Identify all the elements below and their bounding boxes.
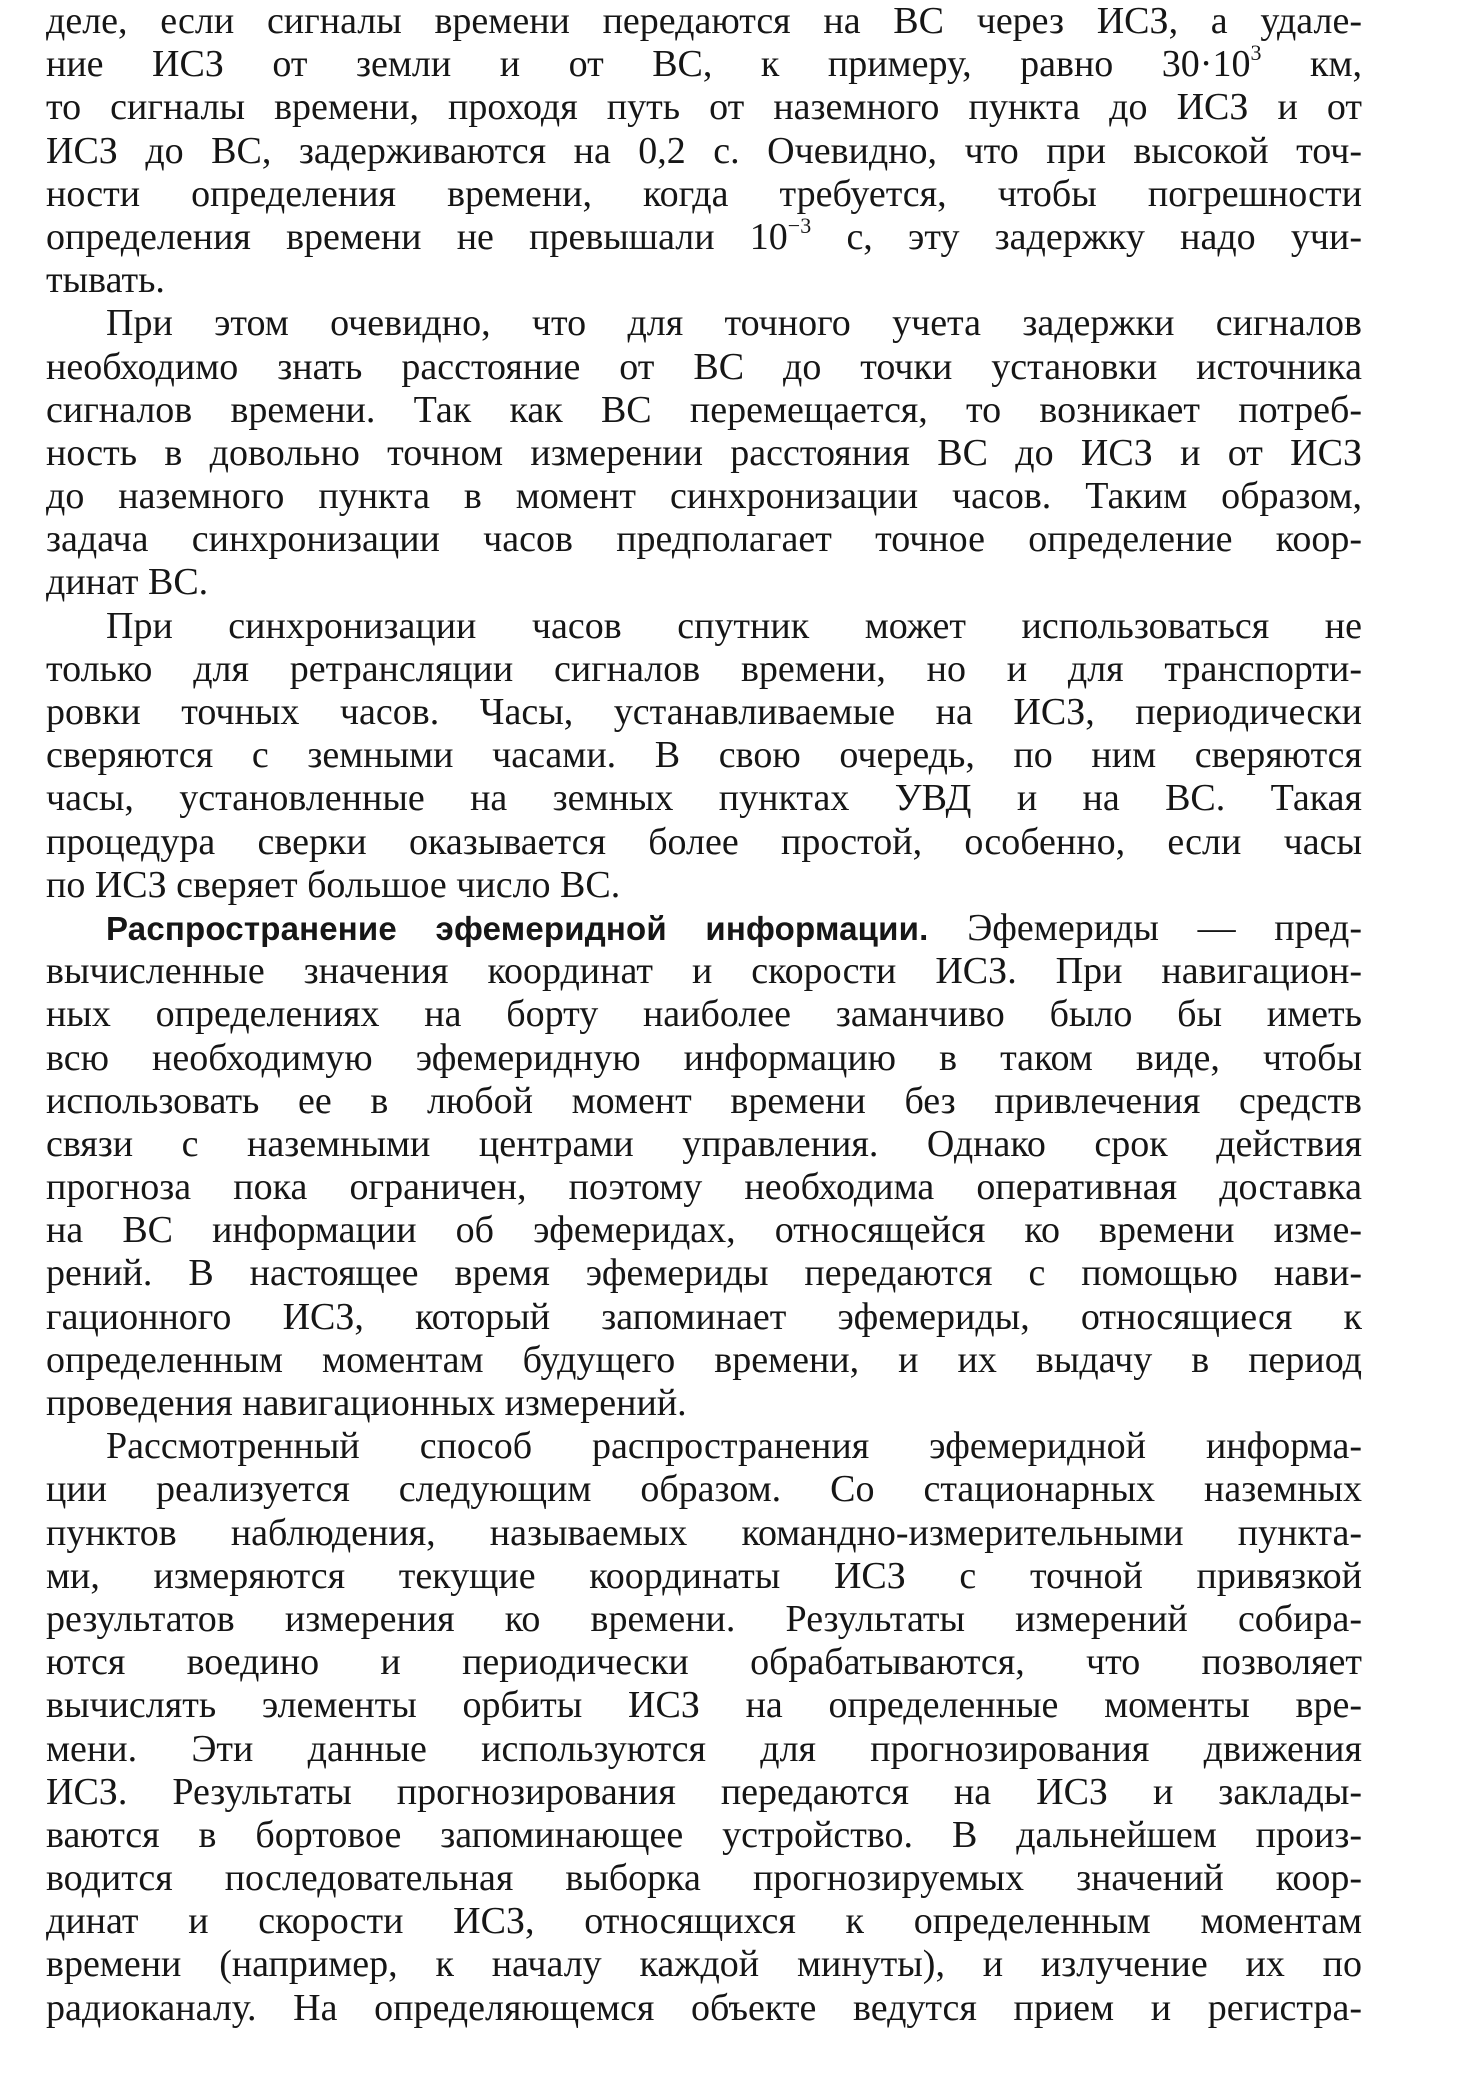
paragraph [46,302,1362,604]
text-line: При синхронизации часов спутник может использоваться не [106,604,1362,647]
text-line: связи с наземными центрами управления. Однако срок действия [46,1122,1362,1165]
text-fragment: ние ИСЗ от земли и от ВС, к примеру, равно 30·10 [46,43,1251,86]
text-line: ровки точных часов. Часы, устанавливаемые на ИСЗ, периодически [46,691,1362,733]
paragraph [46,0,1362,302]
text-line: тывать. [46,259,165,302]
text-line: то сигналы времени, проходя путь от наземного пункта до ИСЗ и от [46,86,1362,129]
text-line: сверяются с земными часами. В свою очередь, по ним сверяются [46,734,1362,777]
text-line-with-heading [46,907,1362,950]
text-line: ются воедино и периодически обрабатываются, что позволяет [46,1641,1362,1684]
text-line: результатов измерения ко времени. Результаты измерений собира- [46,1597,1362,1640]
text-line: ИСЗ до ВС, задерживаются на 0,2 с. Очевидно, что при высокой точ- [46,129,1362,172]
text-line-with-superscript [46,212,1362,259]
text-fragment: с, эту задержку надо учи- [811,215,1362,258]
text-line: деле, если сигналы времени передаются на ВС через ИСЗ, а удале- [46,0,1362,42]
text-line: прогноза пока ограничен, поэтому необходима оперативная доставка [46,1166,1362,1209]
text-line: пунктов наблюдения, называемых командно-измерительными пункта- [46,1511,1362,1554]
text-line: всю необходимую эфемеридную информацию в таком виде, чтобы [46,1036,1362,1079]
text-line: Рассмотренный способ распространения эфемеридной информа- [106,1425,1362,1468]
text-line: вычислять элементы орбиты ИСЗ на определенные моменты вре- [46,1684,1362,1727]
text-line: гационного ИСЗ, который запоминает эфемериды, относящиеся к [46,1295,1362,1338]
text-line: ИСЗ. Результаты прогнозирования передаются на ИСЗ и заклады- [46,1770,1362,1813]
text-line-with-superscript [46,40,1362,86]
text-line: мени. Эти данные используются для прогнозирования движения [46,1727,1362,1770]
text-line: на ВС информации об эфемеридах, относящейся ко времени изме- [46,1209,1362,1252]
text-line: При этом очевидно, что для точного учета задержки сигналов [106,302,1362,345]
text-line: необходимо знать расстояние от ВС до точки установки источника [46,345,1362,388]
text-line: проведения навигационных измерений. [46,1382,687,1424]
text-line: ность в довольно точном измерении расстояния ВС до ИСЗ и от ИСЗ [46,431,1362,474]
text-line: задача синхронизации часов предполагает точное определение коор- [46,518,1362,561]
text-line: процедура сверки оказывается более простой, особенно, если часы [46,820,1362,863]
text-line: рений. В настоящее время эфемериды передаются с помощью нави- [46,1252,1362,1295]
text-line: ваются в бортовое запоминающее устройство. В дальнейшем произ- [46,1813,1362,1856]
text-line: часы, установленные на земных пунктах УВД и на ВС. Такая [46,777,1362,820]
text-line: ных определениях на борту наиболее заманчиво было бы иметь [46,993,1362,1036]
text-line: времени (например, к началу каждой минуты), и излучение их по [46,1943,1362,1986]
text-line: ности определения времени, когда требуется, чтобы погрешности [46,172,1362,215]
document-page [46,0,1362,2079]
text-line: сигналов времени. Так как ВС перемещается, то возникает потреб- [46,388,1362,431]
text-line: динат ВС. [46,561,209,604]
text-line: вычисленные значения координат и скорости ИСЗ. При навигацион- [46,950,1362,993]
text-line: водится последовательная выборка прогнозируемых значений коор- [46,1857,1362,1900]
text-line: только для ретрансляции сигналов времени, но и для транспорти- [46,647,1362,690]
text-fragment: км, [1261,43,1362,86]
text-line: ции реализуется следующим образом. Со стационарных наземных [46,1468,1362,1511]
text-line: ми, измеряются текущие координаты ИСЗ с точной привязкой [46,1554,1362,1597]
text-fragment: Эфемериды — пред- [928,906,1362,949]
paragraph [46,1425,1362,2030]
paragraph [46,605,1362,907]
superscript: 3 [1250,40,1262,66]
text-line: определенным моментам будущего времени, и их выдачу в период [46,1338,1362,1381]
superscript: −3 [787,212,812,238]
text-line: по ИСЗ сверяет большое число ВС. [46,863,621,906]
section-heading: Распространение эфемеридной информации. [106,909,929,947]
text-fragment: определения времени не превышали 10 [46,215,788,258]
paragraph [46,907,1362,1425]
text-line: радиоканалу. На определяющемся объекте ведутся прием и регистра- [46,1986,1362,2029]
text-line: до наземного пункта в момент синхронизации часов. Таким образом, [46,475,1362,518]
text-line: использовать ее в любой момент времени без привлечения средств [46,1079,1362,1122]
text-line: динат и скорости ИСЗ, относящихся к определенным моментам [46,1900,1362,1943]
